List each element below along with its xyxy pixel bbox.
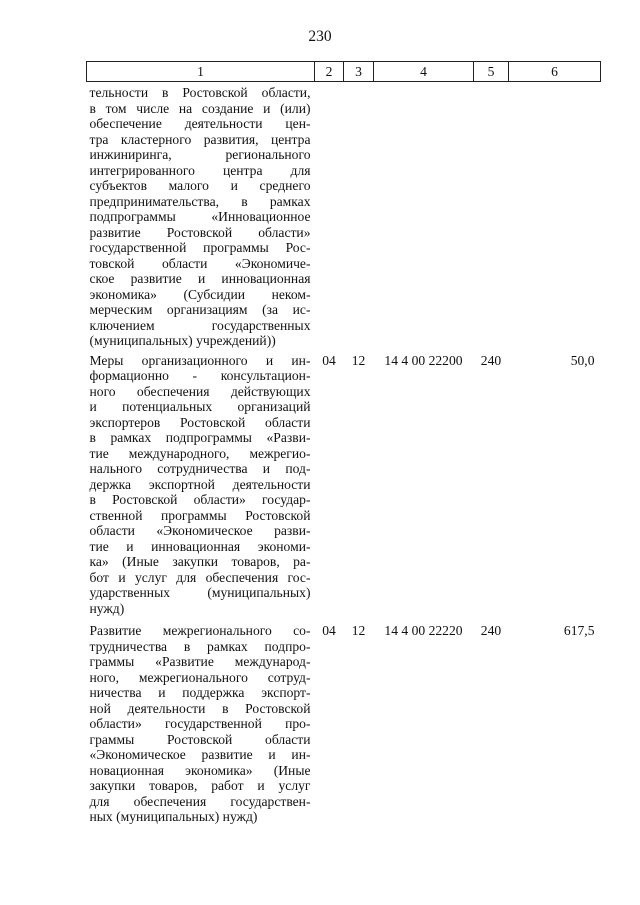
- description-line: ударственных (муниципальных): [89, 585, 311, 600]
- description-line: инжиниринга, регионального: [89, 147, 311, 162]
- column-header-3: 3: [344, 62, 374, 82]
- description-line: ственной программы Ростовской: [89, 507, 311, 523]
- description-line: области «Экономическое разви-: [89, 523, 311, 538]
- table-row: [87, 349, 601, 620]
- description-line: держка экспортной деятельности: [89, 476, 311, 492]
- description-line: тра кластерного развития, центра: [89, 131, 311, 147]
- description-line: ного, межрегионального сотруд-: [89, 669, 311, 685]
- description-line: экспортеров Ростовской области: [89, 414, 311, 430]
- description-line: для обеспечения государствен-: [89, 793, 311, 809]
- table-row: [87, 619, 601, 828]
- description-line: нужд): [89, 600, 125, 616]
- row-description: [87, 349, 315, 620]
- description-line: в том числе на создание и (или): [89, 100, 311, 116]
- row-amount: 50,0: [570, 352, 595, 368]
- description-line: ного обеспечения действующих: [89, 383, 311, 399]
- row-target-article: 14 4 00 22220: [384, 623, 463, 638]
- row-target-article: 14 4 00 22200: [384, 352, 463, 368]
- description-line: тельности в Ростовской области,: [89, 85, 311, 100]
- description-line: тие международного, межрегио-: [89, 445, 311, 461]
- row-description: [87, 619, 315, 828]
- description-line: государственной программы Рос-: [89, 240, 311, 255]
- description-line: ных (муниципальных) нужд): [89, 809, 258, 824]
- column-header-4: 4: [374, 62, 474, 82]
- row-subsection: 12: [351, 623, 366, 638]
- description-line: предпринимательства, в рамках: [89, 193, 311, 209]
- row-expense-type: 240: [480, 623, 502, 638]
- table-row-continuation: [87, 82, 601, 349]
- description-line: граммы Ростовской области: [89, 731, 311, 747]
- column-header-2: 2: [315, 62, 344, 82]
- description-line: экономика» (Субсидии неком-: [89, 286, 311, 302]
- description-line: «Экономическое развитие и ин-: [89, 747, 311, 762]
- description-line: ной деятельности в Ростовской: [89, 700, 311, 716]
- description-line: ничества и поддержка экспорт-: [89, 685, 311, 700]
- description-line: обеспечение деятельности цен-: [89, 116, 311, 131]
- column-header-6: 6: [509, 62, 601, 82]
- page-number: 230: [308, 28, 332, 45]
- description-line: нального сотрудничества и под-: [89, 461, 311, 476]
- description-line: в Ростовской области» государ-: [89, 492, 311, 507]
- description-line: граммы «Развитие международ-: [89, 654, 311, 669]
- description-line: трудничества в рамках подпро-: [89, 638, 311, 654]
- description-line: ка» (Иные закупки товаров, ра-: [89, 554, 311, 569]
- row-section: 04: [322, 352, 336, 368]
- description-line: товской области «Экономиче-: [89, 255, 311, 271]
- description-line: Меры организационного и ин-: [89, 352, 311, 368]
- description-line: Развитие межрегионального со-: [89, 623, 311, 638]
- description-line: интегрированного центра для: [89, 162, 311, 178]
- description-line: ское развитие и инновационная: [89, 271, 311, 286]
- description-line: формационно - консультацион-: [89, 368, 311, 383]
- description-line: ключением государственных: [89, 317, 311, 333]
- table-header-row: [87, 62, 601, 82]
- description-line: закупки товаров, работ и услуг: [89, 778, 311, 793]
- column-header-5: 5: [474, 62, 509, 82]
- description-line: в рамках подпрограммы «Разви-: [89, 430, 311, 445]
- description-line: (муниципальных) учреждений)): [89, 333, 276, 348]
- description-line: подпрограммы «Инновационное: [89, 209, 311, 224]
- description-line: мерческим организациям (за ис-: [89, 302, 311, 317]
- row-amount: 617,5: [563, 623, 595, 638]
- description-line: и потенциальных организаций: [89, 399, 311, 414]
- row-subsection: 12: [351, 352, 366, 368]
- row-expense-type: 240: [480, 352, 502, 368]
- description-line: бот и услуг для обеспечения гос-: [89, 569, 311, 585]
- description-line: субъектов малого и среднего: [89, 178, 311, 193]
- description-line: развитие Ростовской области»: [89, 224, 311, 240]
- row-section: 04: [322, 623, 336, 638]
- budget-table: [86, 61, 601, 828]
- description-line: тие и инновационная экономи-: [89, 538, 311, 554]
- row-description: [87, 82, 315, 349]
- column-header-1: 1: [87, 62, 315, 82]
- description-line: области» государственной про-: [89, 716, 311, 731]
- description-line: новационная экономика» (Иные: [89, 762, 311, 778]
